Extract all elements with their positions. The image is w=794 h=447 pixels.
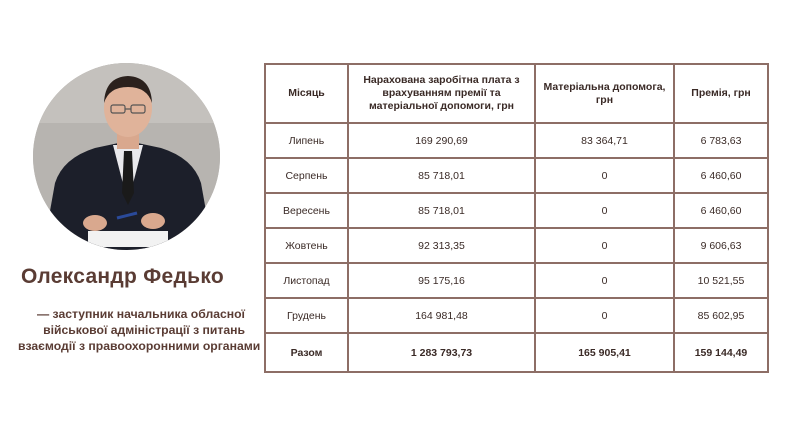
header-bonus: Премія, грн bbox=[674, 64, 768, 123]
header-total-salary: Нарахована заробітна плата з врахуванням премії та матеріальної допомоги, грн bbox=[348, 64, 535, 123]
cell-aid: 0 bbox=[535, 158, 674, 193]
table-row bbox=[265, 298, 768, 333]
cell-month: Листопад bbox=[265, 263, 348, 298]
table-row bbox=[265, 123, 768, 158]
cell-salary: 169 290,69 bbox=[348, 123, 535, 158]
table-row bbox=[265, 158, 768, 193]
cell-bonus: 6 460,60 bbox=[674, 158, 768, 193]
cell-salary: 95 175,16 bbox=[348, 263, 535, 298]
cell-bonus: 6 783,63 bbox=[674, 123, 768, 158]
cell-bonus: 6 460,60 bbox=[674, 193, 768, 228]
table-row bbox=[265, 193, 768, 228]
cell-salary: 85 718,01 bbox=[348, 158, 535, 193]
cell-month: Липень bbox=[265, 123, 348, 158]
table-row bbox=[265, 228, 768, 263]
cell-month: Вересень bbox=[265, 193, 348, 228]
header-material-aid: Матеріальна допомога, грн bbox=[535, 64, 674, 123]
role-line: військової адміністрації з питань bbox=[43, 323, 245, 337]
cell-aid: 0 bbox=[535, 298, 674, 333]
salary-table bbox=[264, 63, 769, 373]
cell-salary: 92 313,35 bbox=[348, 228, 535, 263]
cell-salary: 85 718,01 bbox=[348, 193, 535, 228]
person-photo bbox=[33, 63, 220, 250]
role-line: взаємодії з правоохоронними органами bbox=[18, 339, 261, 353]
person-name: Олександр Федько bbox=[20, 265, 224, 288]
portrait-image bbox=[33, 63, 220, 250]
cell-aid: 83 364,71 bbox=[535, 123, 674, 158]
cell-bonus: 9 606,63 bbox=[674, 228, 768, 263]
cell-aid: 0 bbox=[535, 228, 674, 263]
total-aid: 165 905,41 bbox=[535, 333, 674, 372]
total-bonus: 159 144,49 bbox=[674, 333, 768, 372]
cell-month: Серпень bbox=[265, 158, 348, 193]
cell-bonus: 10 521,55 bbox=[674, 263, 768, 298]
cell-aid: 0 bbox=[535, 193, 674, 228]
cell-month: Грудень bbox=[265, 298, 348, 333]
cell-month: Жовтень bbox=[265, 228, 348, 263]
cell-aid: 0 bbox=[535, 263, 674, 298]
cell-bonus: 85 602,95 bbox=[674, 298, 768, 333]
role-line: — заступник начальника обласної bbox=[36, 307, 245, 321]
person-role bbox=[18, 306, 261, 354]
cell-salary: 164 981,48 bbox=[348, 298, 535, 333]
table-total-row bbox=[265, 333, 768, 372]
total-label: Разом bbox=[265, 333, 348, 372]
total-salary: 1 283 793,73 bbox=[348, 333, 535, 372]
table-row bbox=[265, 263, 768, 298]
header-month: Місяць bbox=[265, 64, 348, 123]
table-header-row bbox=[265, 64, 768, 123]
